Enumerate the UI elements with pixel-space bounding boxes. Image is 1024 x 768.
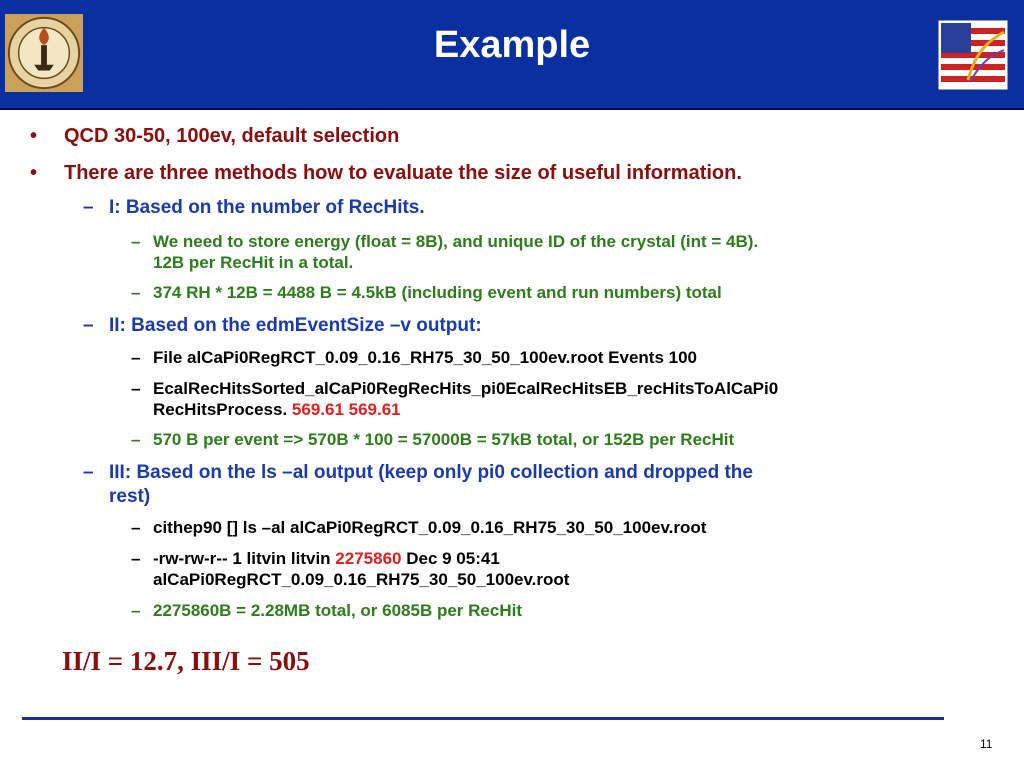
method-1-storage-line-1: We need to store energy (float = 8B), and unique ID of the crystal (int = 4B). — [153, 232, 759, 251]
ls-file-size: 2275860 — [335, 549, 402, 568]
bullet-dot: • — [30, 162, 38, 184]
collection-process-label: RecHitsProcess. — [153, 400, 292, 419]
method-2-calculation: 570 B per event => 570B * 100 = 57000B = 57kB total, or 152B per RecHit — [153, 430, 735, 449]
dash-marker: – — [131, 283, 141, 302]
slide-header — [0, 0, 1024, 110]
method-3-heading-line-1: III: Based on the ls –al output (keep only pi0 collection and dropped the — [109, 462, 753, 483]
dash-marker: – — [131, 549, 141, 568]
method-2-heading: II: Based on the edmEventSize –v output: — [109, 315, 482, 336]
dash-marker: – — [131, 430, 141, 449]
method-2-collection-line-2 — [153, 400, 401, 420]
bullet-qcd-selection: QCD 30-50, 100ev, default selection — [64, 125, 400, 147]
dash-marker: – — [83, 197, 94, 218]
uscms-logo — [938, 20, 1008, 90]
ls-date: Dec 9 05:41 — [401, 549, 500, 568]
method-3-ls-output-line-2: alCaPi0RegRCT_0.09_0.16_RH75_30_50_100ev.root — [153, 570, 570, 589]
method-2-file-line: File alCaPi0RegRCT_0.09_0.16_RH75_30_50_100ev.root Events 100 — [153, 348, 698, 367]
ls-permissions: -rw-rw-r-- 1 litvin litvin — [153, 549, 336, 568]
dash-marker: – — [131, 601, 141, 620]
method-3-ls-output-line-1 — [153, 549, 500, 569]
collection-size-values: 569.61 569.61 — [291, 400, 401, 419]
dash-marker: – — [131, 379, 141, 398]
bullet-three-methods: There are three methods how to evaluate the size of useful information. — [64, 162, 742, 184]
dash-marker: – — [83, 462, 94, 483]
dash-marker: – — [83, 315, 94, 336]
dash-marker: – — [131, 348, 141, 367]
dash-marker: – — [131, 232, 141, 251]
dash-marker: – — [131, 518, 141, 537]
method-3-calculation: 2275860B = 2.28MB total, or 6085B per RecHit — [153, 601, 522, 620]
bullet-dot: • — [30, 125, 38, 147]
summary-ratio: II/I = 12.7, III/I = 505 — [62, 646, 310, 676]
method-3-ls-command: cithep90 [] ls –al alCaPi0RegRCT_0.09_0.16_RH75_30_50_100ev.root — [153, 518, 707, 537]
method-1-calculation: 374 RH * 12B = 4488 B = 4.5kB (including event and run numbers) total — [153, 283, 722, 302]
slide-title: Example — [433, 24, 591, 66]
page-number: 11 — [980, 737, 993, 751]
method-3-heading-line-2: rest) — [109, 486, 151, 507]
method-1-storage-line-2: 12B per RecHit in a total. — [153, 253, 354, 272]
method-1-heading: I: Based on the number of RecHits. — [109, 197, 425, 218]
footer-divider — [22, 717, 944, 720]
method-2-collection-line-1: EcalRecHitsSorted_alCaPi0RegRecHits_pi0EcalRecHitsEB_recHitsToAlCaPi0 — [153, 379, 779, 398]
